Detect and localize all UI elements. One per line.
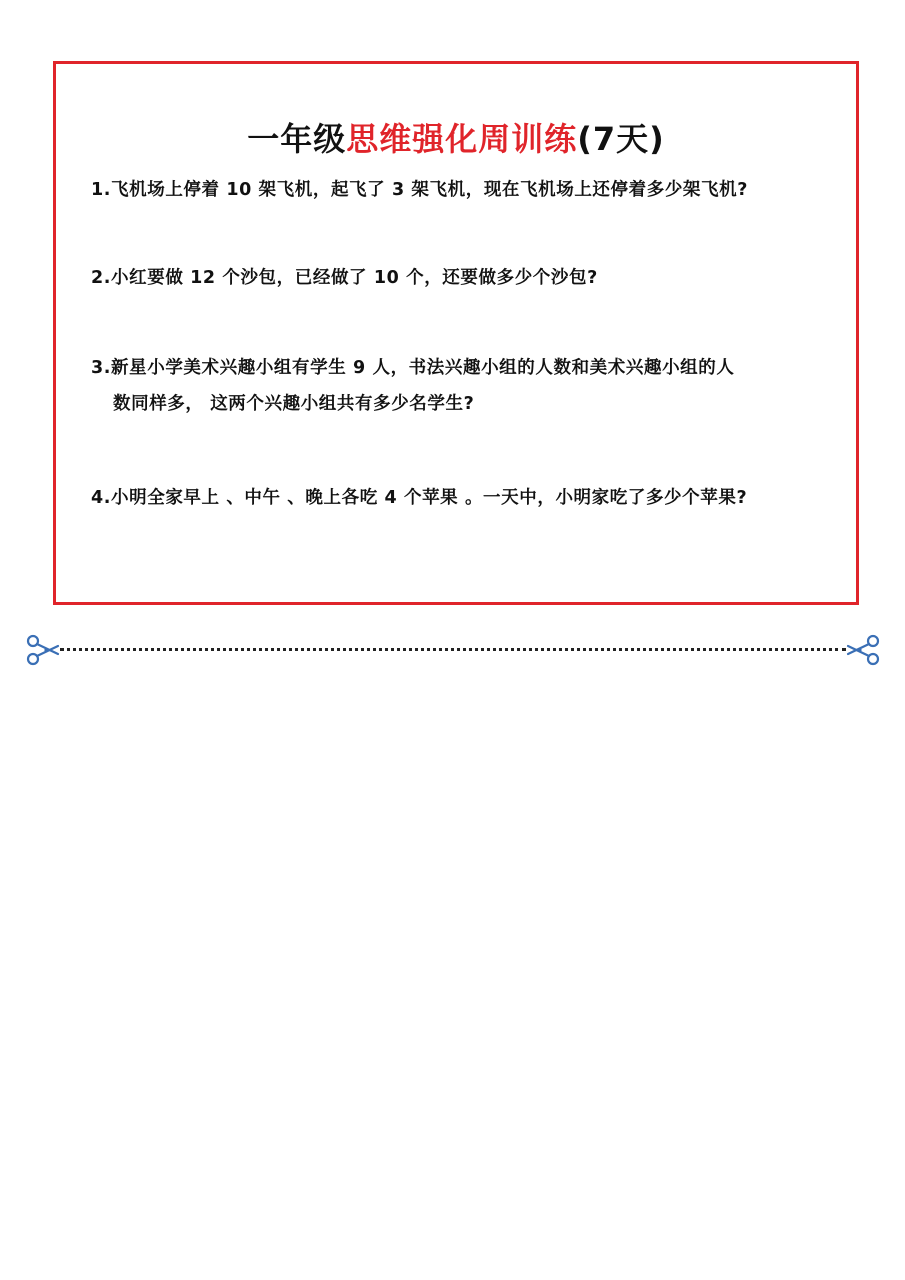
dotted-cut-line xyxy=(60,648,846,651)
question-4 xyxy=(91,480,836,516)
question-2 xyxy=(91,260,836,296)
question-1 xyxy=(91,172,836,208)
question-3 xyxy=(91,350,836,422)
cut-line xyxy=(24,632,882,668)
question-4-line-1: 4.小明全家早上 、中午 、晚上各吃 4 个苹果 。一天中，小明家吃了多少个苹果? xyxy=(91,488,748,508)
title-prefix: 一年级 xyxy=(247,120,347,158)
worksheet-box xyxy=(53,61,859,605)
worksheet-title xyxy=(56,114,856,160)
question-2-line-1: 2.小红要做 12 个沙包，已经做了 10 个，还要做多少个沙包? xyxy=(91,268,598,288)
question-1-line-1: 1.飞机场上停着 10 架飞机，起飞了 3 架飞机，现在飞机场上还停着多少架飞机? xyxy=(91,180,748,200)
question-3-line-1: 3.新星小学美术兴趣小组有学生 9 人，书法兴趣小组的人数和美术兴趣小组的人 xyxy=(91,358,735,378)
scissors-icon xyxy=(846,632,882,668)
title-suffix: (7天) xyxy=(577,120,665,158)
scissors-icon xyxy=(24,632,60,668)
title-highlight: 思维强化周训练 xyxy=(346,120,578,158)
question-3-line-2: 数同样多， 这两个兴趣小组共有多少名学生? xyxy=(113,394,475,414)
